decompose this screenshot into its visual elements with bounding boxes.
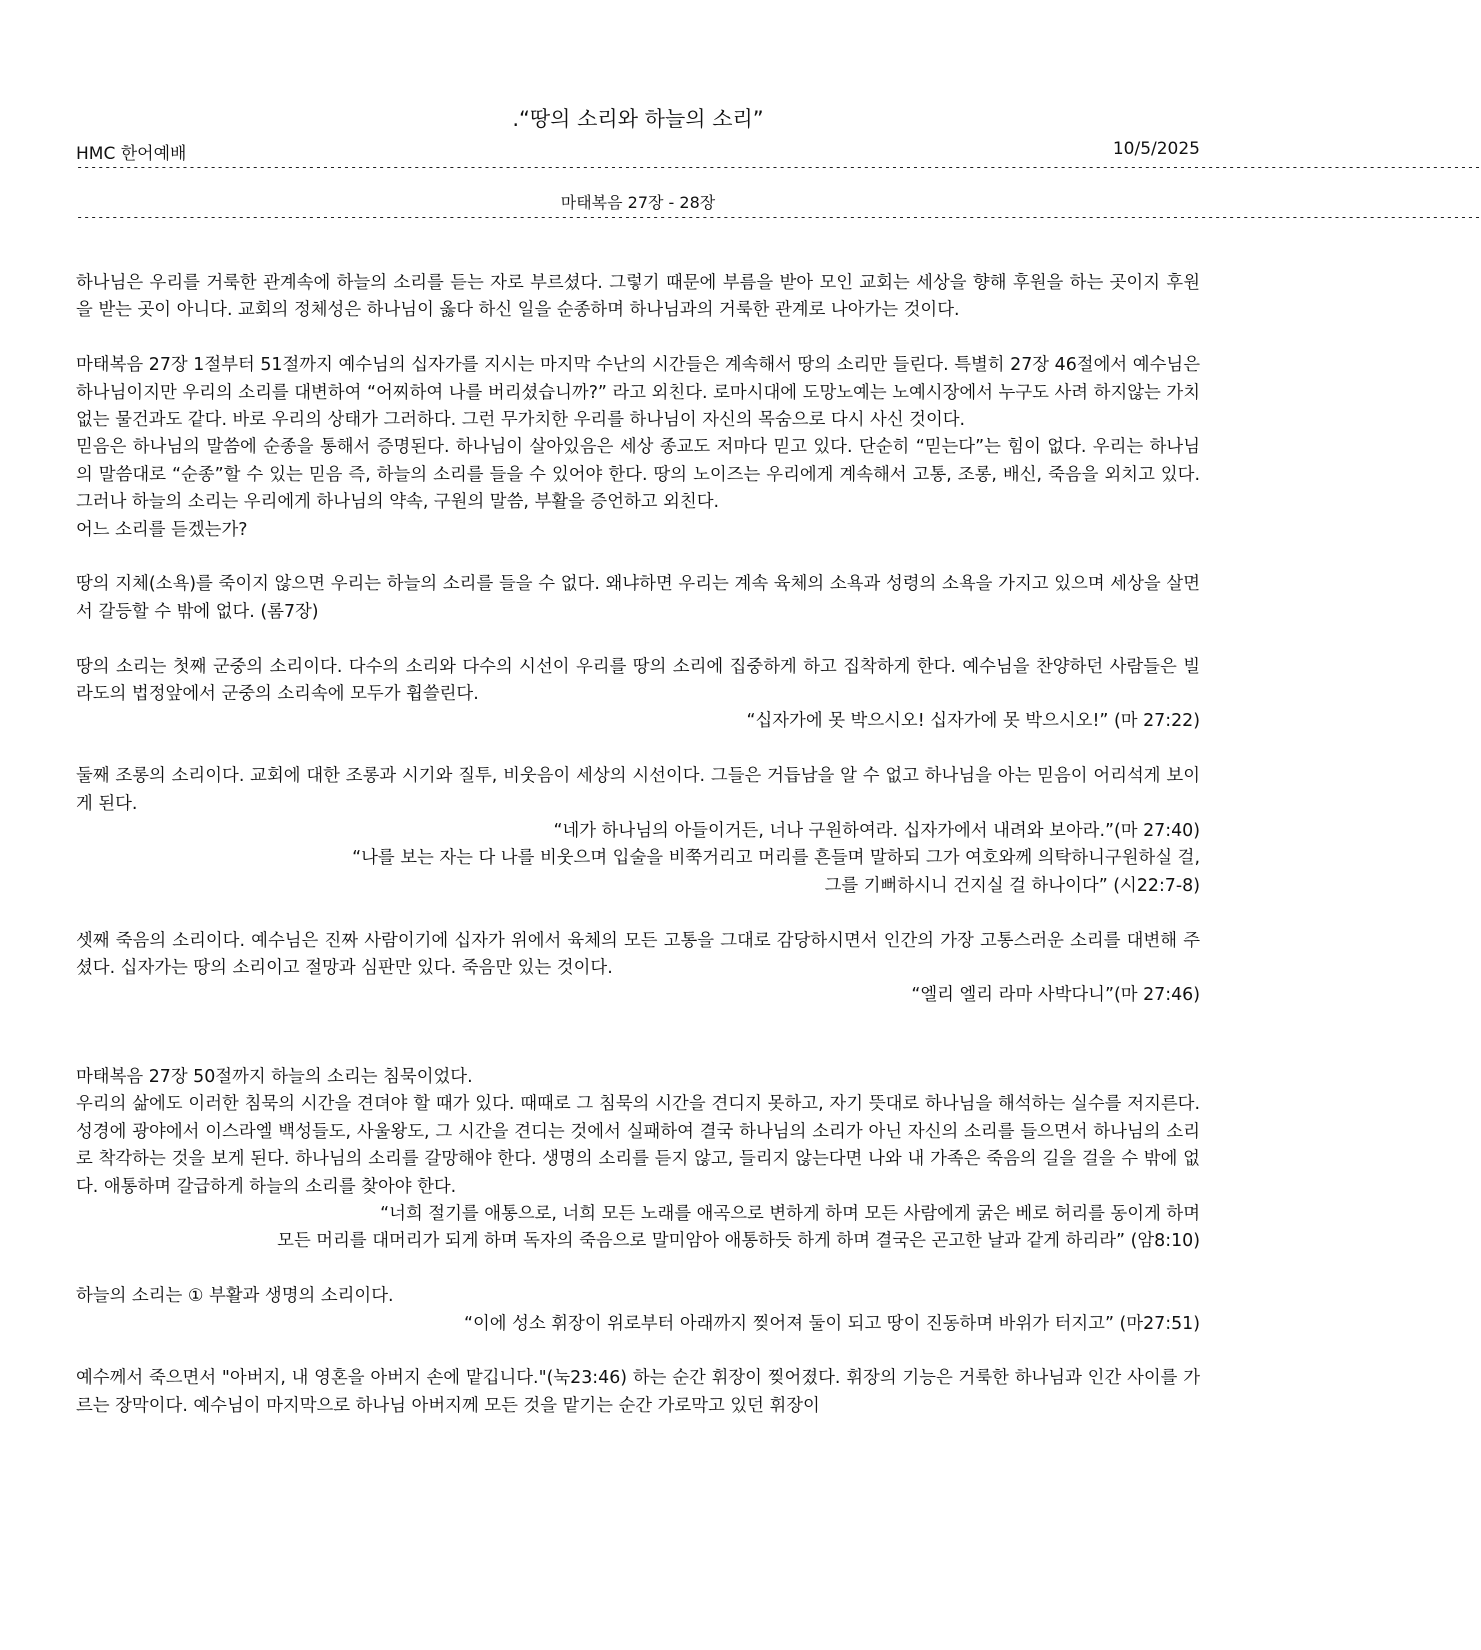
scripture-quote: 그를 기뻐하시니 건지실 걸 하나이다” (시22:7-8): [824, 875, 1200, 896]
scripture-quote: 모든 머리를 대머리가 되게 하며 독자의 죽음으로 말미암아 애통하듯 하게 하며 결국은 곤고한 날과 같게 하리라” (암8:10): [277, 1231, 1200, 1252]
paragraph: 예수께서 죽으면서 "아버지, 내 영혼을 아버지 손에 맡깁니다."(눅23:46) 하는 순간 휘장이 찢어졌다. 휘장의 기능은 거룩한 하나님과 인간 사이를 가르는 장막이다. 예수님이 마지막으로 하나님 아버지께 모든 것을 맡기는 순간 가로막고 있던 휘장이: [76, 1368, 1200, 1416]
scripture-quote: “나를 보는 자는 다 나를 비웃으며 입술을 비쭉거리고 머리를 흔들며 말하되 그가 여호와께 의탁하니구원하실 걸,: [352, 848, 1200, 869]
date: 10/5/2025: [1112, 139, 1200, 159]
sermon-title: .“땅의 소리와 하늘의 소리”: [512, 107, 764, 131]
paragraph: 하늘의 소리는 ① 부활과 생명의 소리이다.: [76, 1286, 394, 1307]
sermon-body: [76, 270, 1200, 1420]
paragraph: 하나님은 우리를 거룩한 관계속에 하늘의 소리를 듣는 자로 부르셨다. 그렇기 때문에 부름을 받아 모인 교회는 세상을 향해 후원을 하는 곳이지 후원을 받는 곳이 아니다. 교회의 정체성은 하나님이 옳다 하신 일을 순종하며 하나님과의 거룩한 관계로 나아가는 것이다.: [76, 273, 1200, 321]
paragraph: 마태복음 27장 1절부터 51절까지 예수님의 십자가를 지시는 마지막 수난의 시간들은 계속해서 땅의 소리만 들린다. 특별히 27장 46절에서 예수님은 하나님이지만 우리의 소리를 대변하여 “어찌하여 나를 버리셨습니까?” 라고 외친다. 로마시대에 도망노예는 노예시장에서 누구도 사려 하지않는 가치없는 물건과도 같다. 바로 우리의 상태가 그러하다. 그런 무가치한 우리를 하나님이 자신의 목숨으로 다시 사신 것이다.: [76, 355, 1200, 431]
paragraph: 어느 소리를 듣겠는가?: [76, 519, 248, 540]
paragraph: 믿음은 하나님의 말씀에 순종을 통해서 증명된다. 하나님이 살아있음은 세상 종교도 저마다 믿고 있다. 단순히 “믿는다”는 힘이 없다. 우리는 하나님의 말씀대로 “순종”할 수 있는 믿음 즉, 하늘의 소리를 들을 수 있어야 한다. 땅의 노이즈는 우리에게 계속해서 고통, 조롱, 배신, 죽음을 외치고 있다. 그러나 하늘의 소리는 우리에게 하나님의 약속, 구원의 말씀, 부활을 증언하고 외친다.: [76, 437, 1200, 513]
scripture-quote: “이에 성소 휘장이 위로부터 아래까지 찢어져 둘이 되고 땅이 진동하며 바위가 터지고” (마27:51): [463, 1313, 1200, 1334]
scripture-quote: “십자가에 못 박으시오! 십자가에 못 박으시오!” (마 27:22): [746, 711, 1200, 732]
paragraph: 우리의 삶에도 이러한 침묵의 시간을 견뎌야 할 때가 있다. 때때로 그 침묵의 시간을 견디지 못하고, 자기 뜻대로 하나님을 해석하는 실수를 저지른다. 성경에 광야에서 이스라엘 백성들도, 사울왕도, 그 시간을 견디는 것에서 실패하여 결국 하나님의 소리가 아닌 자신의 소리를 들으면서 하나님의 소리로 착각하는 것을 보게 된다. 하나님의 소리를 갈망해야 한다. 생명의 소리를 듣지 않고, 들리지 않는다면 나와 내 가족은 죽음의 길을 걸을 수 밖에 없다. 애통하며 갈급하게 하늘의 소리를 찾아야 한다.: [76, 1094, 1200, 1197]
divider-rule: --------------------------------------------------------------------------------------------------------------------------------------------------------------------------------------------------------: [76, 210, 1481, 224]
scripture-reference: 마태복음 27장 - 28장: [560, 193, 716, 212]
paragraph: 둘째 조롱의 소리이다. 교회에 대한 조롱과 시기와 질투, 비웃음이 세상의 시선이다. 그들은 거듭남을 알 수 없고 하나님을 아는 믿음이 어리석게 보이게 된다.: [76, 766, 1200, 814]
scripture-quote: “엘리 엘리 라마 사박다니”(마 27:46): [911, 985, 1200, 1006]
paragraph: 땅의 소리는 첫째 군중의 소리이다. 다수의 소리와 다수의 시선이 우리를 땅의 소리에 집중하게 하고 집착하게 한다. 예수님을 찬양하던 사람들은 빌라도의 법정앞에서 군중의 소리속에 모두가 휩쓸린다.: [76, 656, 1200, 705]
organization: HMC 한어예배: [76, 144, 187, 164]
paragraph: 마태복음 27장 50절까지 하늘의 소리는 침묵이었다.: [76, 1066, 473, 1087]
scripture-quote: “너희 절기를 애통으로, 너희 모든 노래를 애곡으로 변하게 하며 모든 사람에게 굵은 베로 허리를 동이게 하며: [380, 1203, 1200, 1224]
paragraph: 땅의 지체(소욕)를 죽이지 않으면 우리는 하늘의 소리를 들을 수 없다. 왜냐하면 우리는 계속 육체의 소욕과 성령의 소욕을 가지고 있으며 세상을 살면서 갈등할 수 밖에 없다. (롬7장): [76, 574, 1200, 622]
scripture-quote: “네가 하나님의 아들이거든, 너나 구원하여라. 십자가에서 내려와 보아라.”(마 27:40): [553, 821, 1200, 842]
paragraph: 셋째 죽음의 소리이다. 예수님은 진짜 사람이기에 십자가 위에서 육체의 모든 고통을 그대로 감당하시면서 인간의 가장 고통스러운 소리를 대변해 주셨다. 십자가는 땅의 소리이고 절망과 심판만 있다. 죽음만 있는 것이다.: [76, 930, 1200, 979]
divider-rule: --------------------------------------------------------------------------------------------------------------------------------------------------------------------------------------------------------: [76, 160, 1481, 174]
